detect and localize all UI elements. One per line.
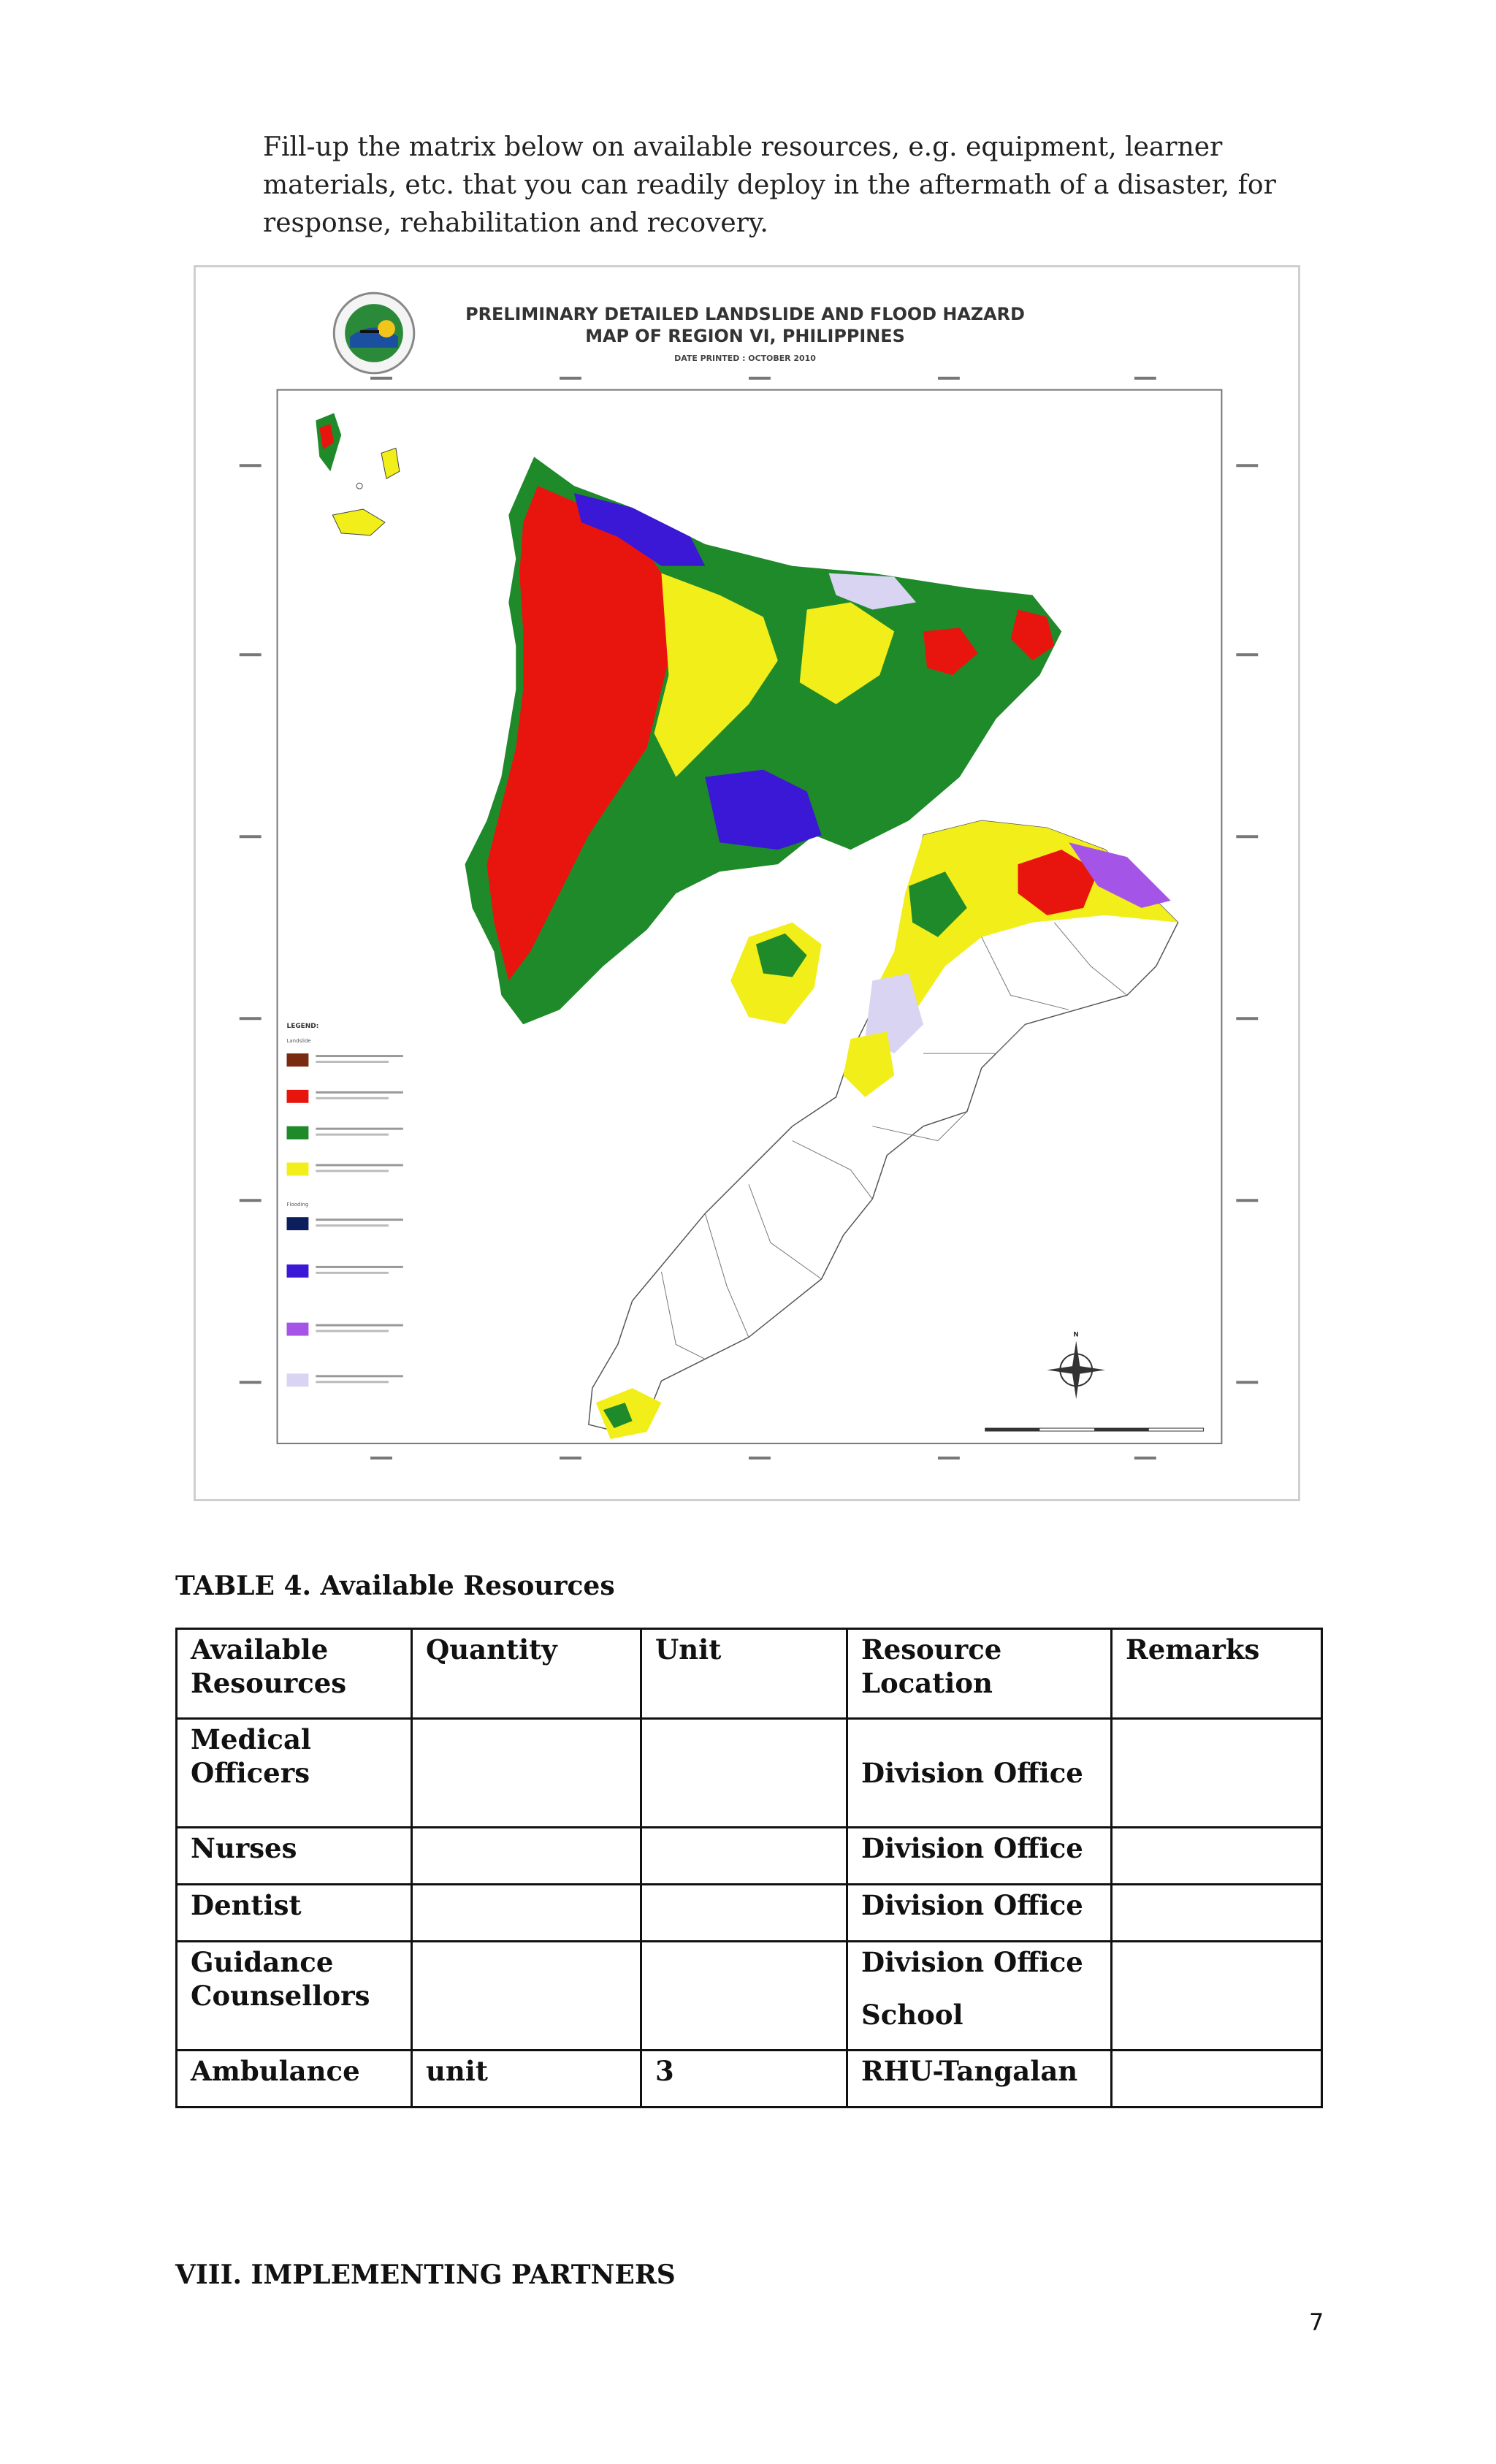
quantity-cell[interactable] (412, 1885, 641, 1942)
remarks-cell[interactable] (1112, 1942, 1322, 2051)
table-row (177, 1828, 1322, 1885)
remarks-cell[interactable] (1112, 1885, 1322, 1942)
map-title-line1: PRELIMINARY DETAILED LANDSLIDE AND FLOOD HAZARD (465, 304, 1025, 325)
legend-swatch-high-landslide (287, 1090, 309, 1103)
legend-swatch-very-high-landslide (287, 1053, 309, 1067)
svg-text:N: N (1073, 1331, 1079, 1339)
column-header: Resource Location (847, 1629, 1112, 1719)
table-row (177, 1885, 1322, 1942)
legend-title: LEGEND: (286, 1023, 319, 1031)
resource-cell: Nurses (177, 1828, 412, 1885)
location-cell: RHU-Tangalan (847, 2051, 1112, 2108)
hazard-map-figure (194, 265, 1300, 1501)
legend-swatch-high-flood (287, 1265, 309, 1278)
available-resources-table (175, 1628, 1323, 2108)
legend-swatch-low-landslide (287, 1162, 309, 1175)
table-row (177, 1719, 1322, 1828)
remarks-cell[interactable] (1112, 2051, 1322, 2108)
location-cell: Division Office (847, 1885, 1112, 1942)
hazard-map (196, 267, 1298, 1499)
table-row (177, 2051, 1322, 2108)
remarks-cell[interactable] (1112, 1828, 1322, 1885)
intro-paragraph: Fill-up the matrix below on available resources, e.g. equipment, learner materials, etc. that you can readily deploy in the aftermath of a disaster, for response, rehabilitation and recovery. (263, 132, 1276, 238)
quantity-cell[interactable] (412, 1942, 641, 2051)
unit-cell[interactable] (641, 1942, 847, 2051)
legend-swatch-low-flood (287, 1373, 309, 1387)
legend-landslide-heading: Landslide (286, 1038, 311, 1045)
resource-cell: Ambulance (177, 2051, 412, 2108)
table-row (177, 1942, 1322, 2051)
quantity-cell[interactable] (412, 1719, 641, 1828)
scale-bar (985, 1428, 1204, 1431)
location-text: Division Office (861, 1757, 1083, 1789)
location-text: Division Office (861, 1946, 1083, 1978)
table-caption: TABLE 4. Available Resources (175, 1571, 615, 1601)
location-cell (847, 1719, 1112, 1828)
legend-swatch-moderate-flood (287, 1323, 309, 1336)
resource-cell: Dentist (177, 1885, 412, 1942)
quantity-cell[interactable]: unit (412, 2051, 641, 2108)
legend-swatch-very-high-flood (287, 1217, 309, 1230)
resource-cell: Guidance Counsellors (177, 1942, 412, 2051)
unit-cell[interactable] (641, 1828, 847, 1885)
location-text-secondary: School (861, 1999, 963, 2031)
page-number: 7 (1309, 2308, 1324, 2336)
seal-logo (334, 293, 414, 373)
column-header: Quantity (412, 1629, 641, 1719)
map-title-line2: MAP OF REGION VI, PHILIPPINES (585, 325, 905, 346)
map-date-printed: DATE PRINTED : OCTOBER 2010 (674, 353, 816, 363)
resource-cell: Medical Officers (177, 1719, 412, 1828)
table-header-row (177, 1629, 1322, 1719)
column-header: Remarks (1112, 1629, 1322, 1719)
location-cell: Division Office (847, 1828, 1112, 1885)
location-cell (847, 1942, 1112, 2051)
section-heading: VIII. IMPLEMENTING PARTNERS (175, 2259, 676, 2290)
legend-swatch-moderate-landslide (287, 1126, 309, 1140)
remarks-cell[interactable] (1112, 1719, 1322, 1828)
unit-cell[interactable]: 3 (641, 2051, 847, 2108)
legend-flooding-heading: Flooding (286, 1202, 309, 1208)
quantity-cell[interactable] (412, 1828, 641, 1885)
column-header: Unit (641, 1629, 847, 1719)
column-header: Available Resources (177, 1629, 412, 1719)
unit-cell[interactable] (641, 1885, 847, 1942)
unit-cell[interactable] (641, 1719, 847, 1828)
